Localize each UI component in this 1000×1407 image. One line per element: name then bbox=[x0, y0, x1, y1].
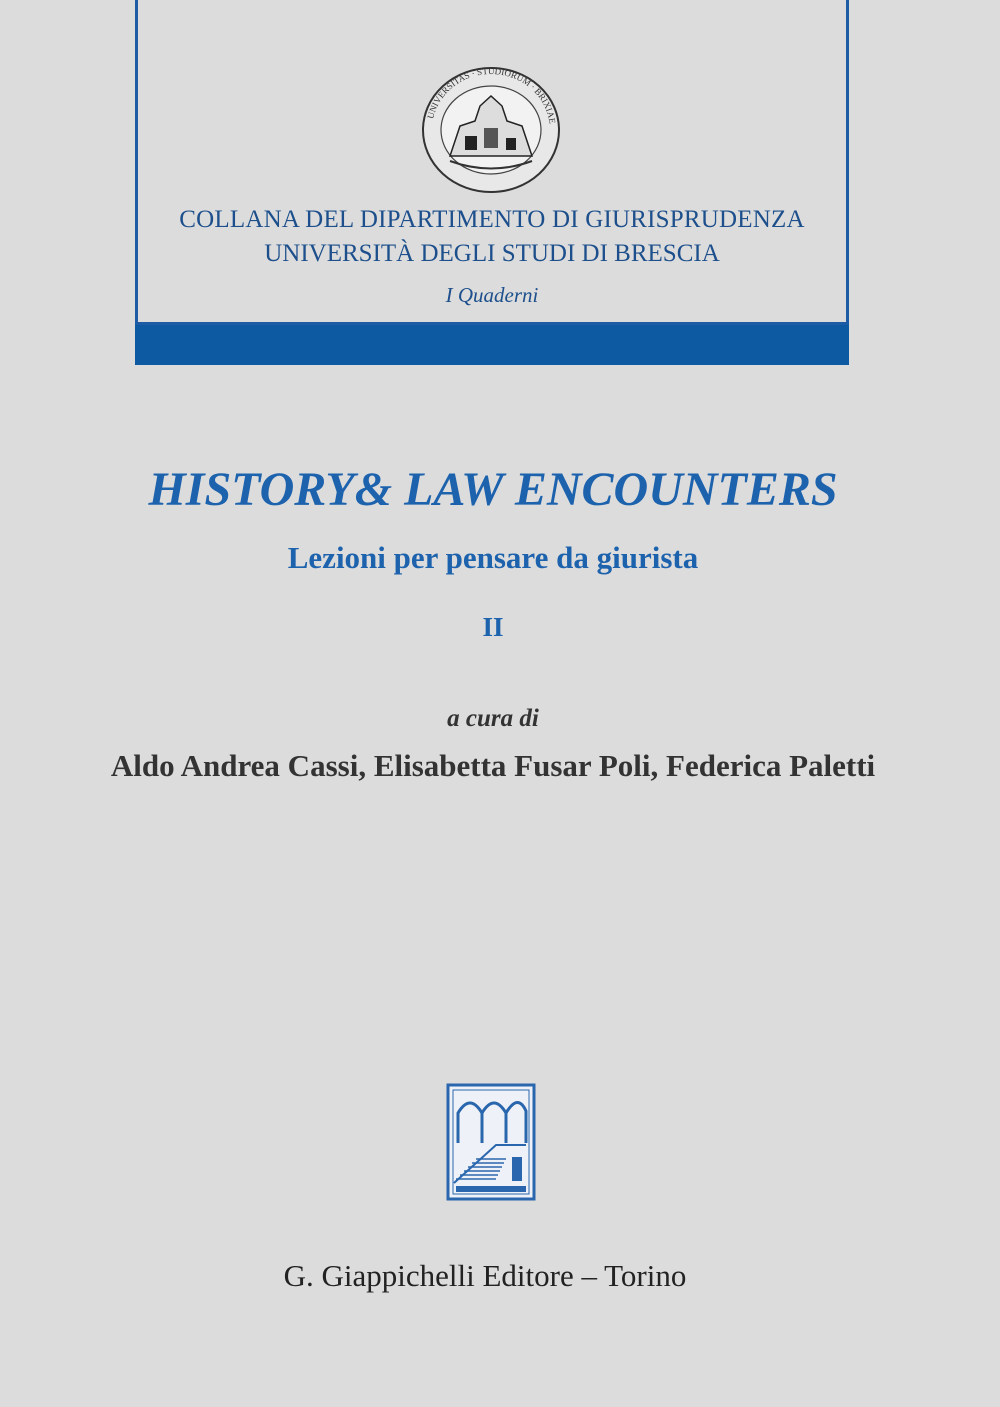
editors-names: Aldo Andrea Cassi, Elisabetta Fusar Poli, Federica Paletti bbox=[110, 748, 876, 783]
university-name: UNIVERSITÀ DEGLI STUDI DI BRESCIA bbox=[264, 240, 720, 267]
book-subtitle: Lezioni per pensare da giurista bbox=[287, 540, 699, 575]
publisher-logo bbox=[446, 1083, 536, 1201]
series-name: COLLANA DEL DIPARTIMENTO DI GIURISPRUDENZA bbox=[179, 206, 805, 233]
volume-number: II bbox=[482, 612, 504, 642]
editors-intro: a cura di bbox=[447, 705, 539, 732]
svg-text:UNIVERSITAS · STUDIORUM · BRIX: UNIVERSITAS · STUDIORUM · BRIXIAE bbox=[425, 66, 558, 125]
series-subtitle: I Quaderni bbox=[445, 283, 539, 307]
publisher-name: G. Giappichelli Editore – Torino bbox=[283, 1258, 687, 1293]
series-band bbox=[135, 325, 849, 365]
university-seal-logo bbox=[420, 66, 562, 194]
book-title: HISTORY& LAW ENCOUNTERS bbox=[148, 463, 838, 516]
